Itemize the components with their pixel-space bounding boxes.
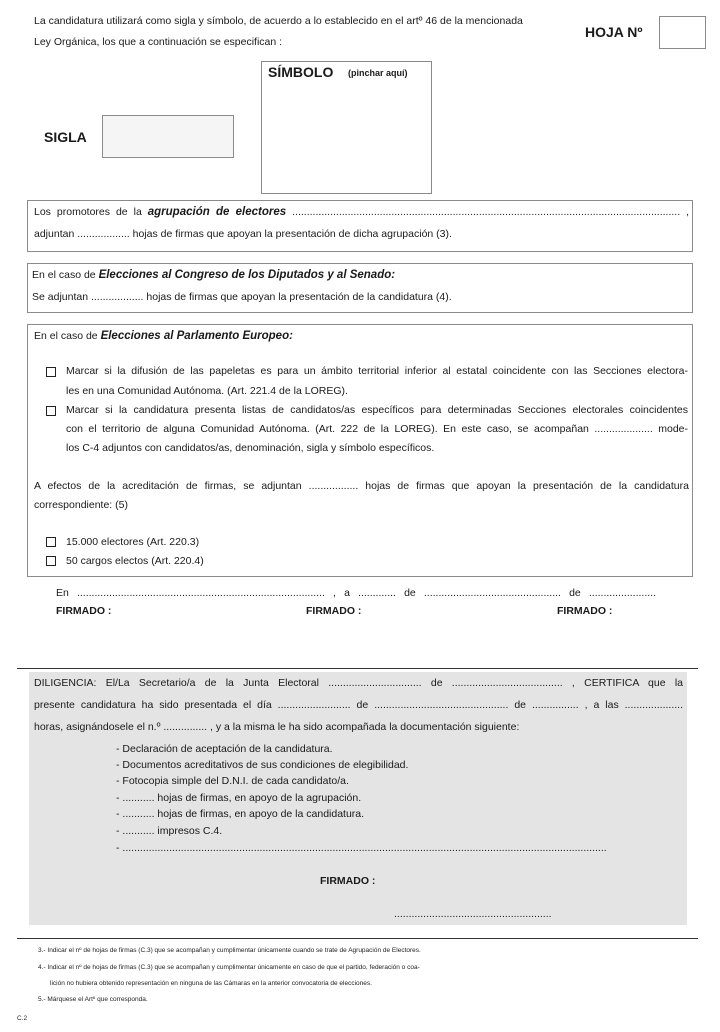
- simbolo-hint[interactable]: (pinchar aquí): [348, 68, 408, 78]
- doc-item-4: - ........... hojas de firmas, en apoyo de la agrupación.: [116, 792, 362, 804]
- agrupacion-line-2: adjuntan .................. hojas de firmas que apoyan la presentación de dicha agrupación (3).: [34, 228, 452, 240]
- option2-line-1: Marcar si la candidatura presenta listas de candidatos/as específicos para determinadas Secciones electorales coincidentes: [66, 404, 688, 416]
- diligencia-sign-line: ......................................................: [394, 908, 552, 920]
- checkbox-15000-electores[interactable]: [46, 537, 56, 547]
- section-divider-bottom: [17, 938, 698, 939]
- acreditacion-line-1: A efectos de la acreditación de firmas, se adjuntan ................. hojas de firmas que apoyan la presentación de la candidatura: [34, 480, 689, 492]
- sigla-label: SIGLA: [44, 129, 87, 145]
- agrupacion-line-1: [34, 205, 689, 220]
- firmado-1: FIRMADO :: [56, 605, 112, 617]
- diligencia-line-3: horas, asignándosele el n.º ............... , y a la misma le ha sido acompañada la documentación siguiente:: [34, 721, 520, 733]
- congreso-emph: Elecciones al Congreso de los Diputados y al Senado:: [98, 269, 396, 281]
- agrupacion-prefix: Los promotores de la: [34, 206, 142, 218]
- acreditacion-line-2: correspondiente: (5): [34, 499, 128, 511]
- option1-line-1: Marcar si la difusión de las papeletas es para un ámbito territorial inferior al estatal coincidente con las Secciones electora-: [66, 365, 688, 377]
- doc-item-2: - Documentos acreditativos de sus condiciones de elegibilidad.: [116, 759, 409, 771]
- intro-line-2: Ley Orgánica, los que a continuación se especifican :: [34, 36, 283, 48]
- intro-line-1: La candidatura utilizará como sigla y símbolo, de acuerdo a lo establecido en el artº 46 de la mencionada: [34, 15, 523, 27]
- doc-item-3: - Fotocopia simple del D.N.I. de cada candidato/a.: [116, 775, 349, 787]
- sigla-field[interactable]: [102, 115, 234, 158]
- diligencia-line-2: presente candidatura ha sido presentada el día ......................... de .............................................. de ................ , a las ....................: [34, 699, 683, 711]
- form-code: C.2: [17, 1015, 28, 1022]
- hoja-number-field[interactable]: [659, 16, 706, 49]
- diligencia-line-1: DILIGENCIA: El/La Secretario/a de la Junta Electoral ................................ de ...................................... , CERTIFICA que la: [34, 677, 683, 689]
- doc-item-1: - Declaración de aceptación de la candidatura.: [116, 743, 333, 755]
- option3-label: 15.000 electores (Art. 220.3): [66, 536, 200, 548]
- option4-label: 50 cargos electos (Art. 220.4): [66, 555, 204, 567]
- footnote-4: 4.- Indicar el nº de hojas de firmas (C.3) que se acompañan y cumplimentar únicamente en caso de que el partido, federación o coa-: [38, 964, 420, 971]
- congreso-line-2: Se adjuntan .................. hojas de firmas que apoyan la presentación de la candidatura (4).: [32, 291, 452, 303]
- europeo-line-1: [34, 329, 293, 344]
- firmado-3: FIRMADO :: [557, 605, 613, 617]
- doc-item-6: - ........... impresos C.4.: [116, 825, 223, 837]
- option2-line-2: con el territorio de alguna Comunidad Autónoma. (Art. 222 de la LOREG). En este caso, se acompañan .................... mode-: [66, 423, 688, 435]
- congreso-prefix: En el caso de: [32, 269, 96, 281]
- simbolo-label: SÍMBOLO: [268, 64, 334, 80]
- option1-line-2: les en una Comunidad Autónoma. (Art. 221.4 de la LOREG).: [66, 385, 348, 397]
- firmado-2: FIRMADO :: [306, 605, 362, 617]
- simbolo-box[interactable]: [261, 61, 432, 194]
- diligencia-firmado: FIRMADO :: [320, 875, 376, 887]
- footnote-5: 5.- Márquese el Artº que corresponda.: [38, 996, 148, 1003]
- section-divider-top: [17, 668, 698, 669]
- option2-line-3: los C-4 adjuntos con candidatos/as, denominación, sigla y símbolo específicos.: [66, 442, 435, 454]
- checkbox-ambito-territorial[interactable]: [46, 367, 56, 377]
- agrupacion-dots: ..................................................................................................................................... ,: [292, 206, 690, 218]
- europeo-emph: Elecciones al Parlamento Europeo:: [100, 330, 293, 342]
- checkbox-listas-especificas[interactable]: [46, 406, 56, 416]
- hoja-label: HOJA Nº: [585, 24, 643, 40]
- place-date-line: En ..................................................................................... , a ............. de ............................................... de .......................: [56, 587, 656, 599]
- europeo-prefix: En el caso de: [34, 330, 98, 342]
- doc-item-7: - ......................................................................................................................................................................: [116, 842, 607, 854]
- doc-item-5: - ........... hojas de firmas, en apoyo de la candidatura.: [116, 808, 365, 820]
- footnote-3: 3.- Indicar el nº de hojas de firmas (C.3) que se acompañan y cumplimentar únicamente cuando se trate de Agrupación de Electores.: [38, 947, 421, 954]
- agrupacion-emph: agrupación de electores: [147, 206, 287, 218]
- checkbox-50-cargos[interactable]: [46, 556, 56, 566]
- congreso-line-1: [32, 268, 395, 283]
- footnote-4-cont: lición no hubiera obtenido representación en ninguna de las Cámaras en la anterior convocatoria de elecciones.: [50, 980, 372, 987]
